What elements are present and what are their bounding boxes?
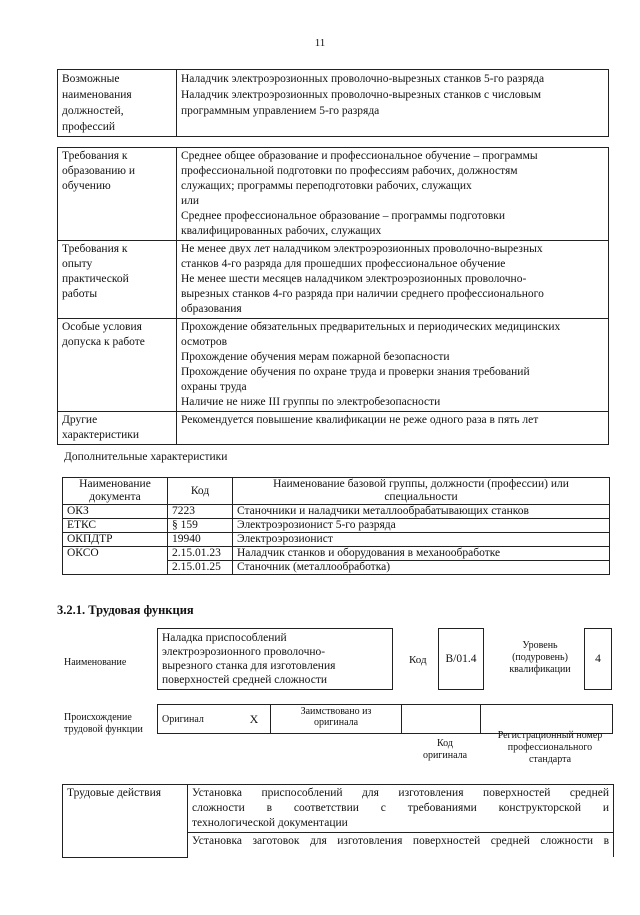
value-line: Наладчик электроэрозионных проволочно-вырезных станков 5-го разряда [181,73,545,85]
value-line: Рекомендуется повышение квалификации не реже одного раза в пять лет [181,414,539,426]
value-line: профессиональной подготовки по профессиям рабочих, должностям [181,165,518,177]
cell-name: Электроэрозионист [233,533,610,547]
additional-title: Дополнительные характеристики [64,451,228,463]
table-row [63,785,614,833]
positions-values [177,70,609,137]
additional-table [62,477,610,575]
value-line: программным управлением 5-го разряда [181,105,380,117]
cell-name: Станочник (металлообработка) [233,561,610,575]
positions-label [58,70,177,137]
header-line: документа [89,491,141,503]
name-line: вырезного станка для изготовления [162,660,336,672]
table-header-row [63,478,610,505]
section-title: 3.2.1. Трудовая функция [57,603,194,617]
table-row [58,319,609,412]
label-line: Возможные [62,73,120,85]
cell-code: 7223 [168,505,233,519]
table-row [63,519,610,533]
code-orig-label [410,738,480,762]
value-line: образования [181,303,242,315]
name-line: электроэрозионного проволочно- [162,646,326,658]
label-line: практической [62,273,129,285]
cell-doc: ЕТКС [63,519,168,533]
label-line: наименования [62,89,132,101]
reg-no-label [488,730,612,766]
label-line: Другие [62,414,98,426]
label-line: работы [62,288,98,300]
label-line: (подуровень) [512,652,568,663]
label-line: допуска к работе [62,336,145,348]
cell-code: 2.15.01.25 [168,561,233,575]
value-line: Среднее профессиональное образование – программы подготовки [181,210,506,222]
label-line: стандарта [528,754,572,765]
action-line: Установка приспособлений для изготовления поверхностей средней [192,787,609,799]
positions-table [57,69,609,137]
value-line: квалифицированных рабочих, служащих [181,225,382,237]
cell-doc: ОКЗ [63,505,168,519]
label-line: Происхождение [64,712,132,723]
label-line: обучению [62,180,111,192]
value-line: охраны труда [181,381,247,393]
value-line: Наличие не ниже III группы по электробезопасности [181,396,441,408]
value-line: вырезных станков 4-го разряда при наличии среднего профессионального [181,288,544,300]
header-code: Код [168,478,233,505]
label-line: Требования к [62,243,128,255]
origin-label [64,712,143,736]
value-line: Не менее двух лет наладчиком электроэрозионных проволочно-вырезных [181,243,543,255]
conditions-label [58,319,177,412]
label-line: Регистрационный номер [497,730,603,741]
cell-code: 2.15.01.23 [168,547,233,561]
header-name [233,478,610,505]
label-line: оригинала [422,750,468,761]
label-line: опыту [62,258,93,270]
experience-label [58,241,177,319]
action-line: технологической документации [192,817,348,829]
label-line: должностей, [62,105,124,117]
code-orig-cell [402,705,481,734]
action-line: сложности в соответствии с требованиями конструкторской и [192,802,609,814]
label-line: характеристики [62,429,140,441]
table-row [58,412,609,445]
original-mark: X [238,705,271,734]
value-line: Прохождение обязательных предварительных и периодических медицинских [181,321,561,333]
label-line: профессионального [507,742,593,753]
conditions-value [177,319,609,412]
other-value [177,412,609,445]
label-line: квалификации [509,664,571,675]
cell-name: Станочники и наладчики металлообрабатывающих станков [233,505,610,519]
action-line: Установка заготовок для изготовления поверхностей средней сложности в [192,835,609,847]
cell-name: Электроэрозионист 5-го разряда [233,519,610,533]
cell-code: 19940 [168,533,233,547]
code-value-box: В/01.4 [438,628,484,690]
code-label: Код [409,654,427,666]
cell-doc: ОКПДТР [63,533,168,547]
labor-actions-label: Трудовые действия [63,785,188,858]
original-cell: Оригинал [158,705,239,734]
borrowed-cell [271,705,402,734]
table-row [63,533,610,547]
label-line: Уровень [522,640,558,651]
value-line: Среднее общее образование и профессиональное обучение – программы [181,150,538,162]
level-label [498,640,582,676]
labor-actions-table [62,784,614,858]
table-row [58,241,609,319]
name-label: Наименование [64,657,127,668]
header-line: Наименование базовой группы, должности (профессии) или [273,478,569,490]
label-line: Особые условия [62,321,142,333]
function-name-box [157,628,393,690]
cell-name: Наладчик станков и оборудования в механообработке [233,547,610,561]
label-line: Код [437,738,453,749]
value-line: осмотров [181,336,228,348]
requirements-table [57,147,609,445]
label-line: профессий [62,121,116,133]
value-line: станков 4-го разряда для прошедших профессиональное обучение [181,258,506,270]
education-label [58,148,177,241]
labor-action-1 [188,785,614,833]
table-row [58,148,609,241]
value-line: служащих; программы переподготовки рабочих, служащих [181,180,472,192]
label-line: Требования к [62,150,128,162]
value-line: Наладчик электроэрозионных проволочно-вырезных станков с числовым [181,89,542,101]
page-number: 11 [314,37,326,49]
level-value-box: 4 [584,628,612,690]
label-line: трудовой функции [64,724,143,735]
header-line: специальности [384,491,458,503]
header-doc [63,478,168,505]
header-line: Наименование [79,478,151,490]
education-value [177,148,609,241]
value-line: Прохождение обучения по охране труда и проверки знания требований [181,366,530,378]
value-line: Прохождение обучения мерам пожарной безопасности [181,351,450,363]
experience-value [177,241,609,319]
cell-code: § 159 [168,519,233,533]
cell-doc: ОКСО [63,547,168,575]
label-line: оригинала [313,717,359,728]
value-line: Не менее шести месяцев наладчиком электроэрозионных проволочно- [181,273,527,285]
label-line: образованию и [62,165,135,177]
table-row [58,70,609,137]
name-line: Наладка приспособлений [162,632,287,644]
labor-action-2 [188,833,614,858]
name-line: поверхностей средней сложности [162,674,327,686]
label-line: Заимствовано из [300,706,372,717]
value-line: или [181,195,200,207]
table-row [63,547,610,561]
other-label [58,412,177,445]
table-row [63,505,610,519]
